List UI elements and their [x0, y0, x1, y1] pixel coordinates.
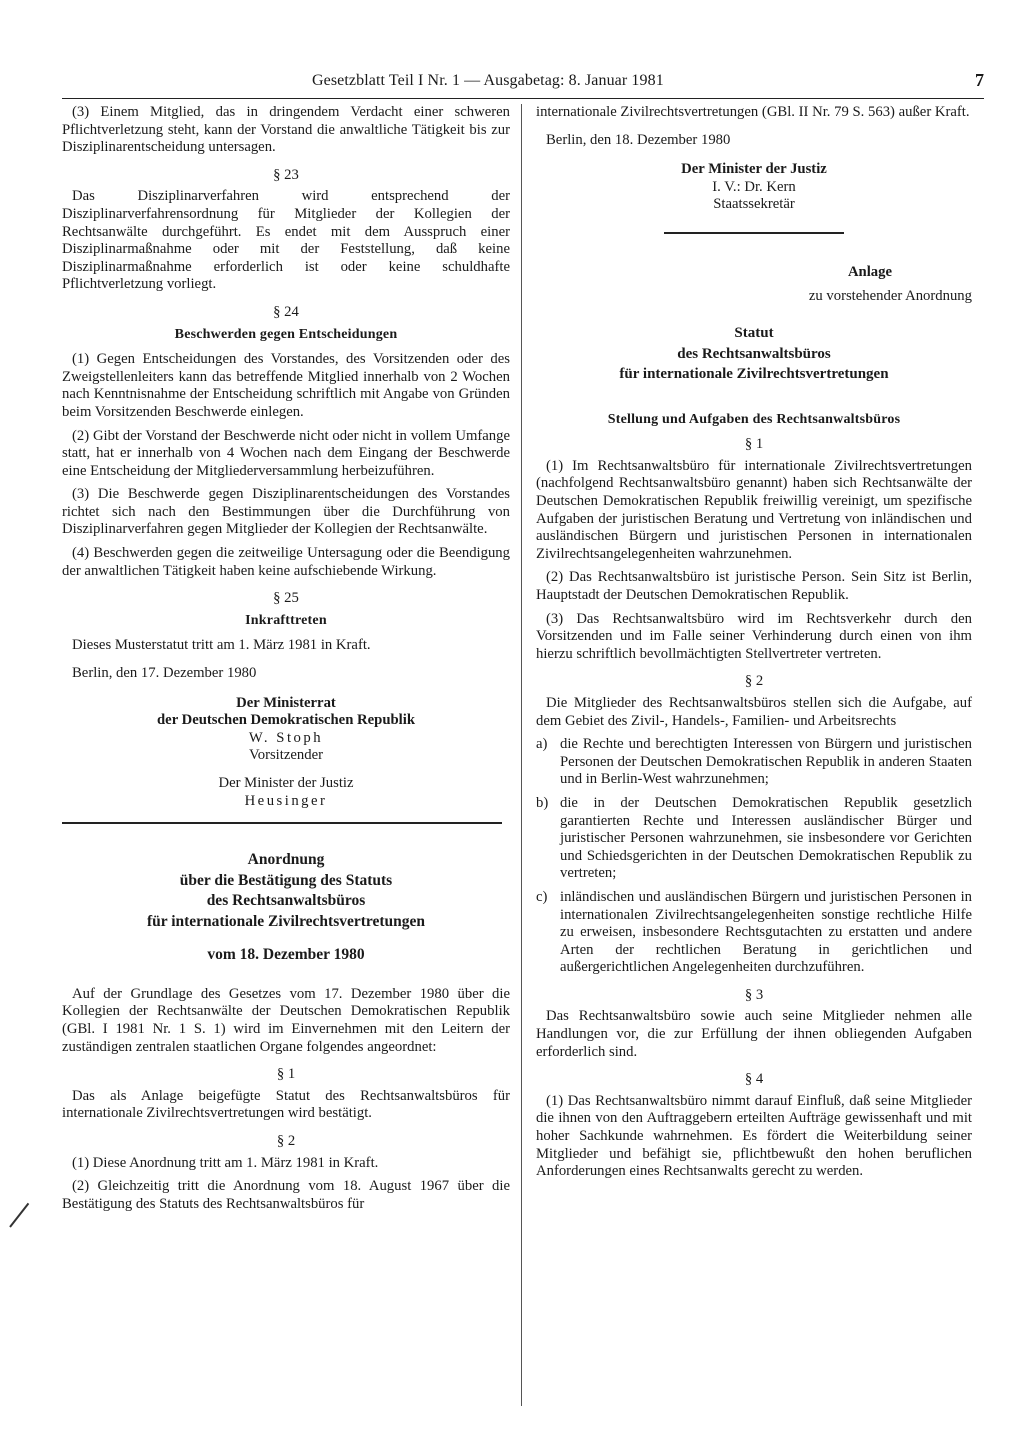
statut-title-line1: Statut	[734, 325, 774, 342]
anordnung-title-line3: des Rechtsanwaltsbüros	[206, 892, 366, 910]
sig3-name: I. V.: Dr. Kern	[712, 178, 796, 195]
anordnung-section-1-text: Das als Anlage beigefügte Statut des Rechtsanwaltsbüros für internationale Zivilrechtsvertretungen wird bestätigt.	[62, 1087, 510, 1122]
header-title: Gesetzblatt Teil I Nr. 1 — Ausgabetag: 8. Januar 1981	[312, 72, 664, 89]
anordnung-title-line1: Anordnung	[247, 851, 325, 869]
list-item	[536, 795, 972, 883]
sig3-title: Staatssekretär	[713, 196, 795, 213]
sig1-role: Vorsitzender	[249, 747, 323, 764]
sig1-org-line2: der Deutschen Demokratischen Republik	[157, 712, 415, 729]
anordnung-section-1-heading: § 1	[276, 1066, 296, 1083]
place-date-1: Berlin, den 17. Dezember 1980	[72, 665, 257, 682]
statut-section-1-2: (2) Das Rechtsanwaltsbüro ist juristische Person. Sein Sitz ist Berlin, Hauptstadt der Deutschen Demokratischen Republik.	[536, 569, 972, 603]
continuation-text: internationale Zivilrechtsvertretungen (GBl. II Nr. 79 S. 563) außer Kraft.	[536, 104, 970, 120]
paragraph-24-2: (2) Gibt der Vorstand der Beschwerde nicht oder nicht in vollem Umfange statt, hat er innerhalb von 4 Wochen nach dem Eingang der Beschwerde eine Entscheidung der Mitgliederversammlung herbeizuführen.	[62, 427, 510, 479]
sig2-role: Der Minister der Justiz	[218, 775, 354, 791]
paragraph-25: Dieses Musterstatut tritt am 1. März 1981 in Kraft.	[72, 637, 371, 654]
right-column	[536, 104, 972, 1187]
section-25-heading: § 25	[273, 590, 299, 607]
statut-title-line2: des Rechtsanwaltsbüros	[677, 345, 831, 362]
anlage-heading: Anlage	[847, 263, 892, 280]
signature-block-2	[62, 775, 510, 810]
anordnung-section-2-heading: § 2	[276, 1132, 296, 1149]
anordnung-title	[62, 850, 510, 932]
statut-title-line3: für internationale Zivilrechtsvertretungen	[619, 366, 889, 383]
left-column	[62, 104, 510, 1219]
paragraph-24-1: (1) Gegen Entscheidungen des Vorstandes, des Vorsitzenden oder des Zweigstellenleiters kann das betreffende Mitglied innerhalb von 2 Wochen nach Kenntnisnahme der Entscheidung schriftlich mit Angabe von Gründen beim Vorsitzenden Beschwerde einlegen.	[62, 351, 510, 420]
signature-block-1	[62, 695, 510, 765]
chapter-title: Stellung und Aufgaben des Rechtsanwaltsbüros	[607, 411, 901, 427]
statut-section-2-intro: Die Mitglieder des Rechtsanwaltsbüros stellen sich die Aufgabe, auf dem Gebiet des Zivil-, Handels-, Familien- und Arbeitsrechts	[536, 694, 972, 729]
list-letter-c: c)	[536, 888, 548, 905]
paragraph-22-3: (3) Einem Mitglied, das in dringendem Verdacht einer schweren Pflichtverletzung steht, kann der Vorstand die anwaltliche Tätigkeit bis zur Disziplinarentscheidung untersagen.	[62, 104, 510, 156]
column-divider	[521, 104, 522, 1406]
statut-title	[536, 323, 972, 385]
list-text-c: inländischen und ausländischen Bürgern und juristischen Personen in internationalen Zivilrechtsangelegenheiten sonstige rechtliche Hilfe zu erweisen, insbesondere Rechtsgutachten zu erstatten und andere Arten der rechtlichen Beratung in gerichtlichen und außergerichtlichen Angelegenheiten durchzuführen.	[560, 888, 972, 976]
anlage-subtitle: zu vorstehender Anordnung	[808, 287, 972, 304]
separator-rule-right	[664, 232, 844, 234]
page-header	[62, 68, 984, 99]
section-25-title: Inkrafttreten	[245, 612, 327, 628]
signature-block-3	[536, 161, 972, 214]
list-text-b: die in der Deutschen Demokratischen Republik gesetzlich garantierten Rechte und Interessen ausländischer Bürger und juristischer Personen wahrzunehmen, sie insbesondere vor Gerichten und Schiedsgerichten in der Deutschen Demokratischen Republik zu vertreten;	[560, 794, 972, 882]
separator-rule	[62, 822, 502, 824]
statut-section-1-heading: § 1	[744, 436, 764, 453]
list-text-a: die Rechte und berechtigten Interessen von Bürgern und juristischen Personen der Deutschen Demokratischen Republik in anderen Staaten und in Berlin-West wahrzunehmen;	[560, 736, 972, 788]
anordnung-date: vom 18. Dezember 1980	[207, 946, 365, 964]
section-24-heading: § 24	[273, 303, 299, 320]
sig1-name: W. Stoph	[248, 729, 324, 746]
paragraph-24-4: (4) Beschwerden gegen die zeitweilige Untersagung oder die Beendigung der anwaltlichen Tätigkeit haben keine aufschiebende Wirkung.	[62, 545, 510, 579]
statut-section-3-text: Das Rechtsanwaltsbüro sowie auch seine Mitglieder nehmen alle Handlungen vor, die zur Erfüllung der ihnen obliegenden Aufgaben erforderlich sind.	[536, 1008, 972, 1060]
anordnung-section-2-1: (1) Diese Anordnung tritt am 1. März 1981 in Kraft.	[72, 1154, 379, 1171]
statut-section-2-heading: § 2	[744, 673, 764, 690]
paragraph-24-3: (3) Die Beschwerde gegen Disziplinarentscheidungen des Vorstandes richtet sich nach den Bestimmungen über die Durchführung von Disziplinarverfahren gegen Mitglieder der Kollegien der Rechtsanwälte.	[62, 486, 510, 538]
anordnung-title-line2: über die Bestätigung des Statuts	[179, 871, 393, 889]
section-24-title: Beschwerden gegen Entscheidungen	[174, 326, 398, 342]
statut-section-4-heading: § 4	[744, 1071, 764, 1088]
section-23-heading: § 23	[273, 166, 299, 183]
statut-section-4-1: (1) Das Rechtsanwaltsbüro nimmt darauf Einfluß, daß seine Mitglieder die ihnen von den Auftraggebern erteilten Aufträge gewissenhaft und mit hoher Sachkunde wahrnehmen. Es fördert die Weiterbildung seiner Mitglieder und befähigt sie, pflichtbewußt den hohen beruflichen Anforderungen eines Rechtsanwalts gerecht zu werden.	[536, 1092, 972, 1180]
list-letter-a: a)	[536, 736, 548, 753]
list-item	[536, 736, 972, 789]
anordnung-intro: Auf der Grundlage des Gesetzes vom 17. Dezember 1980 über die Kollegien der Rechtsanwälte der Deutschen Demokratischen Republik (GBl. I 1981 Nr. 1 S. 1) wird im Einvernehmen mit den Leitern der zuständigen zentralen staatlichen Organe folgendes angeordnet:	[62, 985, 510, 1055]
place-date-2: Berlin, den 18. Dezember 1980	[546, 131, 731, 148]
statut-section-1-3: (3) Das Rechtsanwaltsbüro wird im Rechtsverkehr durch den Vorsitzenden und im Falle seiner Verhinderung durch einen von ihm hierzu schriftlich bevollmächtigten Stellvertreter vertreten.	[536, 610, 972, 662]
page-number: 7	[975, 70, 984, 90]
margin-pen-mark	[9, 1203, 29, 1228]
list-letter-b: b)	[536, 794, 549, 811]
anordnung-title-line4: für internationale Zivilrechtsvertretungen	[146, 912, 426, 930]
sig2-name: Heusinger	[244, 792, 328, 809]
statut-section-1-1: (1) Im Rechtsanwaltsbüro für internationale Zivilrechtsvertretungen (nachfolgend Rechtsanwaltsbüro genannt) haben sich Rechtsanwälte der Deutschen Demokratischen Republik freiwillig vereinigt, um spezifische Aufgaben der juristischen Beratung und Vertretung von inländischen und ausländischen Bürgern und juristischen Personen in internationalen Zivilrechtsangelegenheiten wahrzunehmen.	[536, 457, 972, 562]
statut-section-3-heading: § 3	[744, 986, 764, 1003]
paragraph-23: Das Disziplinarverfahren wird entsprechend der Disziplinarverfahrensordnung für Mitglieder der Kollegien der Rechtsanwälte durchgeführt. Es endet mit dem Ausspruch einer Disziplinarmaßnahme oder mit der Feststellung, daß keine Disziplinarmaßnahme erforderlich ist oder keine schuldhafte Pflichtverletzung vorliegt.	[62, 188, 510, 293]
anordnung-section-2-2: (2) Gleichzeitig tritt die Anordnung vom 18. August 1967 über die Bestätigung des Statuts des Rechtsanwaltsbüros für	[62, 1178, 510, 1212]
sig1-org-line1: Der Ministerrat	[236, 694, 336, 711]
list-item	[536, 889, 972, 977]
sig3-role: Der Minister der Justiz	[681, 161, 827, 178]
